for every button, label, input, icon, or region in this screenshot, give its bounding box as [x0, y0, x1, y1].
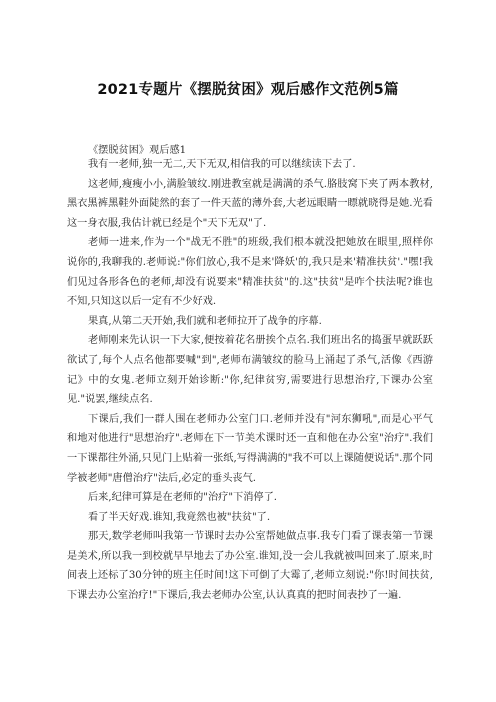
paragraph: 我有一老师,独一无二,天下无双,相信我的可以继续读下去了. — [88, 159, 356, 170]
paragraph: 老师一进来,作为一个"战无不胜"的班级,我们根本就没把她放在眼里,照样你说你的,我聊我的.老师说:"你们放心,我不是来'降妖'的,我只是来'精准扶贫'."嘿!我们见过各形各色的老师,却没有说要来"精准扶贫"的.这"扶贫"是咋个扶法呢?谁也不知,只知这以后一定有不少好戏. — [67, 237, 433, 308]
paragraph: 后来,纪律可算是在老师的"治疗"下消停了. — [88, 492, 278, 504]
paragraph: 下课后,我们一群人围在老师办公室门口.老师并没有"河东狮吼",而是心平气和地对他进行"思想治疗".老师在下一节美术课时还一直和他在办公室"治疗".我们一下课都往外涌,只见门上贴着一张纸,写得满满的"我不可以上课随便说话".那个同学被老师"唐僧治疗"法后,必定的垂头丧气. — [67, 413, 433, 484]
document-title: 2021专题片《摆脱贫困》观后感作文范例5篇 — [97, 82, 399, 98]
paragraph: 看了半天好戏.谁知,我竟然也被"扶贫"了. — [88, 511, 271, 523]
section-subtitle: 《摆脱贫困》观后感1 — [88, 145, 187, 156]
paragraph: 这老师,瘦瘦小小,满脸皱纹.刚进教室就是满满的杀气.胳肢窝下夹了两本教材,黑衣黑裤黑鞋外面陡然的套了一件天蓝的薄外套,大老远眼睛一瞟就晓得是她.光看这一身衣服,我估计就已经是个"天下无双"了. — [67, 178, 433, 229]
document-body — [67, 155, 433, 606]
paragraph: 老师刚来先认识一下大家,便按着花名册挨个点名.我们班出名的捣蛋早就跃跃欲试了,每个人点名他都要喊"到",老师布满皱纹的脸马上涌起了杀气,活像《西游记》中的女鬼.老师立刻开始诊断:"你,纪律贫穷,需要进行思想治疗,下课办公室见."说罢,继续点名. — [67, 335, 433, 406]
paragraph: 果真,从第二天开始,我们就和老师拉开了战争的序幕. — [88, 315, 322, 327]
paragraph: 那天,数学老师叫我第一节课时去办公室帮她做点事.我专门看了课表第一节课是美术,所以我一到校就早早地去了办公室.谁知,没一会儿我就被叫回来了.原来,时间表上还标了30分钟的班主任时间!这下可倒了大霉了,老师立刻说:"你!时间扶贫,下课去办公室治疗!"下课后,我去老师办公室,认认真真的把时间表抄了一遍. — [67, 531, 433, 602]
